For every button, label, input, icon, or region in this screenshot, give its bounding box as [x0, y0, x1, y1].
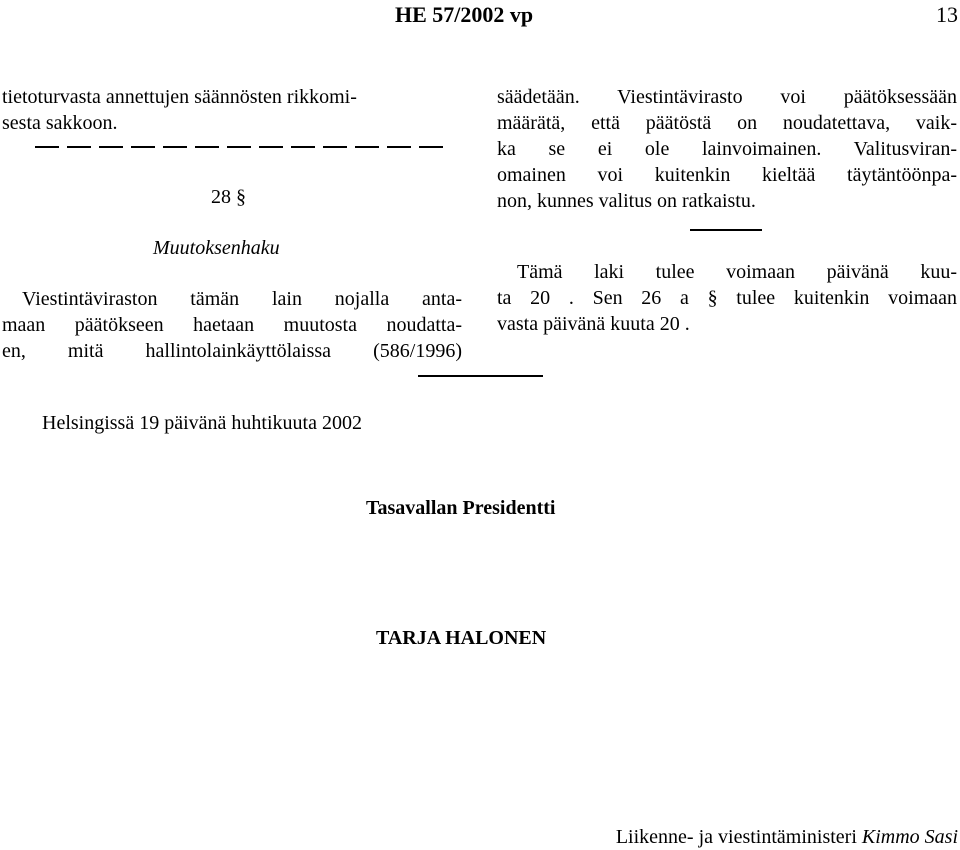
short-divider [690, 229, 762, 231]
continuation-line-3: ka se ei ole lainvoimainen. Valitusviran- [497, 138, 957, 160]
previous-paragraph-line-1: tietoturvasta annettujen säännösten rikkomi- [2, 86, 357, 108]
president-name: TARJA HALONEN [376, 627, 547, 649]
continuation-line-2: määrätä, että päätöstä on noudatettava, vaik- [497, 112, 957, 134]
entry-into-force-line-3: vasta päivänä kuuta 20 . [497, 313, 690, 335]
previous-paragraph-line-2: sesta sakkoon. [2, 112, 118, 134]
section-paragraph-line-3: en, mitä hallintolainkäyttölaissa (586/1996) [2, 340, 462, 362]
minister-signature [616, 824, 958, 850]
continuation-line-1: säädetään. Viestintävirasto voi päätöksessään [497, 86, 957, 108]
section-paragraph-line-2: maan päätökseen haetaan muutosta noudatta- [2, 314, 462, 336]
president-title: Tasavallan Presidentti [366, 497, 556, 519]
minister-title: Liikenne- ja viestintäministeri [615, 826, 857, 848]
page-number: 13 [936, 2, 958, 27]
section-number: 28 § [211, 186, 246, 208]
document-id: HE 57/2002 vp [395, 2, 534, 27]
section-title: Muutoksenhaku [153, 237, 280, 259]
continuation-line-4: omainen voi kuitenkin kieltää täytäntöönpa- [497, 164, 957, 186]
end-divider [418, 375, 543, 377]
minister-name: Kimmo Sasi [861, 826, 958, 848]
entry-into-force-line-2: ta 20 . Sen 26 a § tulee kuitenkin voimaan [497, 287, 957, 309]
place-and-date: Helsingissä 19 päivänä huhtikuuta 2002 [42, 412, 362, 434]
section-paragraph-line-1: Viestintäviraston tämän lain nojalla anta- [22, 288, 462, 310]
entry-into-force-line-1: Tämä laki tulee voimaan päivänä kuu- [517, 261, 957, 283]
continuation-line-5: non, kunnes valitus on ratkaistu. [497, 190, 756, 212]
